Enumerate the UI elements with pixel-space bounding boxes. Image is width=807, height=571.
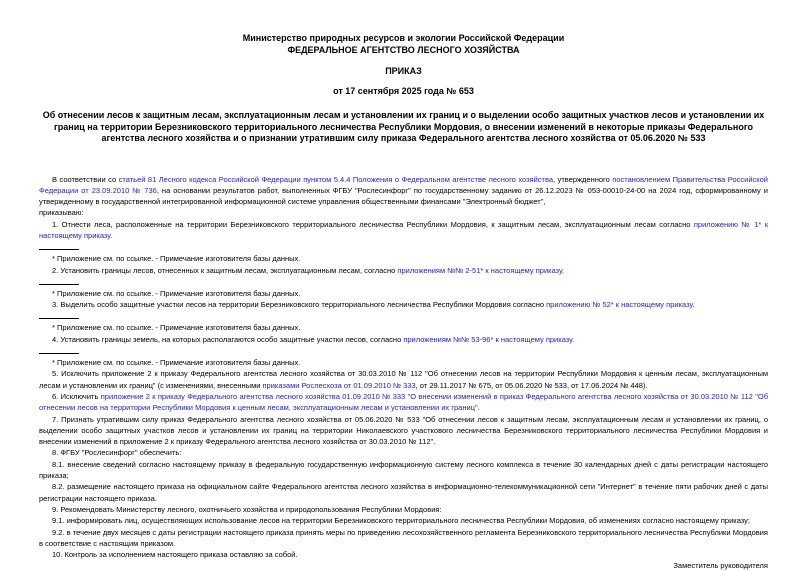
footnote-separator bbox=[39, 284, 79, 285]
document-link[interactable]: приложению № 52* к настоящему приказу. bbox=[546, 300, 695, 310]
text-segment: , утвержденного bbox=[553, 174, 613, 184]
document-body bbox=[39, 174, 768, 561]
document-date-number: от 17 сентября 2025 года № 653 bbox=[333, 85, 474, 96]
text-segment: 10. Контроль за исполнением настоящего приказа оставляю за собой. bbox=[52, 550, 298, 560]
text-segment: * Приложение см. по ссылке. - Примечание изготовителя базы данных. bbox=[52, 288, 301, 298]
order-item-6 bbox=[39, 391, 768, 414]
document-link[interactable]: постановлением Правительства Российской Федерации от 23.09.2010 № 736 bbox=[39, 174, 768, 195]
order-item-1 bbox=[39, 219, 768, 242]
agency-name: ФЕДЕРАЛЬНОЕ АГЕНТСТВО ЛЕСНОГО ХОЗЯЙСТВА bbox=[287, 44, 520, 55]
document-link[interactable]: пунктом 5.4.4 Положения о Федеральном агентстве лесного хозяйства bbox=[303, 174, 554, 184]
text-segment: 4. Установить границы земель, на которых располагаются особо защитные участки лесов, согласно bbox=[52, 334, 404, 344]
footnote-separator bbox=[39, 353, 79, 354]
order-item-9 bbox=[39, 504, 768, 515]
footnote-separator bbox=[39, 318, 79, 319]
text-segment: 8. ФГБУ "Рослесинфорг" обеспечить: bbox=[52, 448, 182, 458]
footnote-1 bbox=[39, 253, 768, 264]
text-segment: , на основании результатов работ, выполненных ФГБУ "Рослесинфорг" по государственному заданию от 26.12.2023 № 053-00010-24-00 на 2024 год, сформированному и утвержденному в государственной интегрированной информационной системе управления общественными финансами "Электронный бюджет", bbox=[39, 185, 768, 207]
text-segment: * Приложение см. по ссылке. - Примечание изготовителя базы данных. bbox=[52, 254, 301, 264]
text-segment: 8.2. размещение настоящего приказа на официальном сайте Федерального агентства лесного хозяйства в информационно-телекоммуникационной сети "Интернет" в течение пяти рабочих дней с даты регистрации настоящего приказа. bbox=[39, 482, 768, 503]
order-item-8-1 bbox=[39, 459, 768, 482]
footnote-2 bbox=[39, 288, 768, 299]
order-item-10 bbox=[39, 549, 768, 560]
text-segment: 7. Признать утратившим силу приказ Федерального агентства лесного хозяйства от 05.06.2020 № 533 "Об отнесении лесов к защитным лесам, эксплуатационным лесам и установлении их границ, о выделении особо защитных участков лесов и установлении их границ на территории Николаевского участкового лесничества Березниковского территориального лесничества Республики Мордовия и внесении изменений в приложение 2 к приказу Федерального агентства лесного хозяйства от 30.03.2010 № 112". bbox=[39, 414, 768, 447]
preamble bbox=[39, 174, 768, 208]
text-segment: В соответствии со bbox=[52, 174, 119, 184]
document-link[interactable]: приложениям №№ 2-51* к настоящему приказу. bbox=[397, 265, 565, 275]
document-link[interactable]: приложениям №№ 53-96* к настоящему приказу. bbox=[403, 334, 575, 344]
order-item-8-2 bbox=[39, 481, 768, 504]
order-item-7 bbox=[39, 414, 768, 448]
ministry-name: Министерство природных ресурсов и экологии Российской Федерации bbox=[242, 33, 565, 43]
text-segment: 2. Установить границы лесов, отнесенных к защитным лесам, эксплуатационным лесам, согласно bbox=[52, 265, 398, 275]
order-item-4 bbox=[39, 334, 768, 345]
text-segment: 8.1. внесение сведений согласно настоящему приказу в федеральную государственную информационную систему лесного комплекса в течение 30 календарных дней с даты регистрации настоящего приказа; bbox=[39, 459, 768, 481]
order-word bbox=[39, 207, 768, 218]
order-item-2 bbox=[39, 265, 768, 276]
order-item-8 bbox=[39, 447, 768, 458]
text-segment: 1. Отнести леса, расположенные на территории Березниковского территориального лесничества Республики Мордовия, к защитным лесам, эксплуатационным лесам согласно bbox=[52, 219, 694, 229]
document-link[interactable]: приложение 2 к приказу Федерального агентства лесного хозяйства 01.09.2010 № 333 "О внесении изменений в приказ Федерального агентства лесного хозяйства от 30.03.2010 № 112 "Об отнесении лесов на территории Республики Мордовия к ценным лесам, эксплуатационным лесам и установлении их границ". bbox=[39, 391, 768, 413]
order-item-9-2 bbox=[39, 527, 768, 550]
order-item-3 bbox=[39, 299, 768, 310]
order-item-9-1 bbox=[39, 515, 768, 526]
footnote-3 bbox=[39, 322, 768, 333]
text-segment: 9.1. информировать лиц, осуществляющих использование лесов на территории Березниковского территориального лесничества Республики Мордовия, об изменениях согласно настоящему приказу; bbox=[52, 516, 750, 526]
document-type: ПРИКАЗ bbox=[385, 66, 422, 76]
footnote-4 bbox=[39, 357, 768, 368]
text-segment: * Приложение см. по ссылке. - Примечание изготовителя базы данных. bbox=[52, 323, 301, 333]
document-link[interactable]: приказами Рослесхоза от 01.09.2010 № 333 bbox=[262, 380, 416, 390]
text-segment: 3. Выделить особо защитные участки лесов на территории Березниковского территориального лесничества Республики Мордовия согласно bbox=[52, 300, 547, 310]
signature-title: Заместитель руководителя bbox=[673, 561, 768, 571]
text-segment: , от 29.11.2017 № 675, от 05.06.2020 № 533, от 17.06.2024 № 448). bbox=[415, 380, 648, 390]
document-link[interactable]: приложению № 1* к настоящему приказу. bbox=[39, 219, 768, 240]
text-segment: 5. Исключить приложение 2 к приказу Федерального агентства лесного хозяйства от 30.03.2010 № 112 "Об отнесении лесов на территории Республики Мордовия к ценным лесам, эксплуатационным лесам и установлении их границ" (с изменениями, внесенными bbox=[39, 369, 768, 390]
text-segment: приказываю: bbox=[39, 208, 84, 218]
footnote-separator bbox=[39, 249, 79, 250]
text-segment: * Приложение см. по ссылке. - Примечание изготовителя базы данных. bbox=[52, 358, 301, 368]
text-segment: 6. Исключить bbox=[52, 391, 101, 401]
document-title: Об отнесении лесов к защитным лесам, эксплуатационным лесам и установлении их границ и о выделении особо защитных участков лесов и установлении их границ на территории Березниковского территориального лесничества Республики Мордовия, о внесении изменений в некоторые приказы Федерального агентства лесного хозяйства и о признании утратившим силу приказа Федерального агентства лесного хозяйства от 05.06.2020 № 533 bbox=[42, 110, 765, 143]
text-segment: 9.2. в течение двух месяцев с даты регистрации настоящего приказа принять меры по приведению лесохозяйственного регламента Березниковского территориального лесничества Республики Мордовия в соответствие с настоящим приказом. bbox=[39, 527, 768, 548]
document-link[interactable]: статьей 81 Лесного кодекса Российской Федерации bbox=[118, 174, 301, 184]
text-segment: 9. Рекомендовать Министерству лесного, охотничьего хозяйства и природопользования Республики Мордовия: bbox=[52, 504, 442, 514]
order-item-5 bbox=[39, 368, 768, 391]
